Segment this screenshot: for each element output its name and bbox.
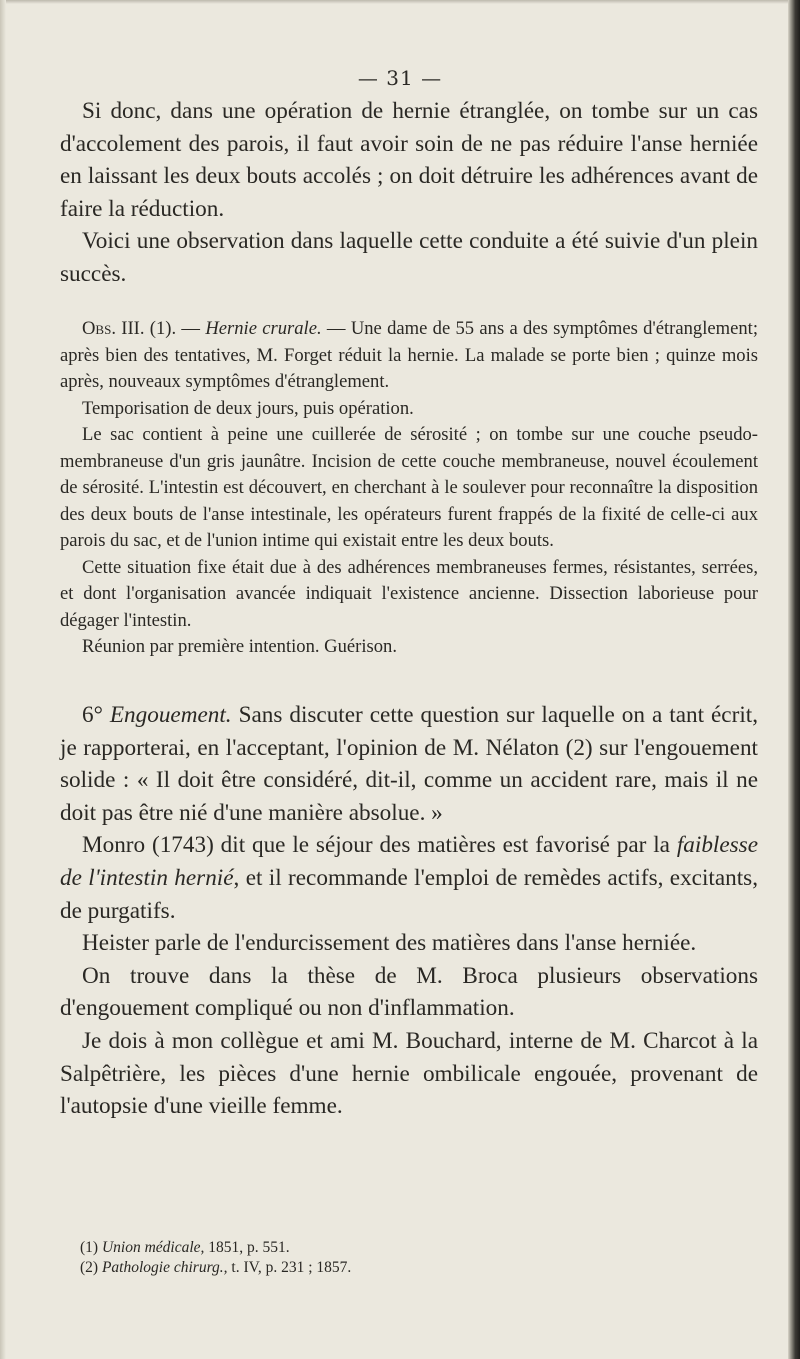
- engouement-paragraph-1: [60, 699, 758, 829]
- footnote-1-title: Union médicale,: [101, 1239, 205, 1256]
- footnote-1-mark: (1): [80, 1239, 99, 1256]
- observation-paragraph-2: Temporisation de deux jours, puis opération.: [82, 397, 414, 419]
- observation-title: Hernie crurale.: [205, 318, 322, 339]
- footnote-2-ref: t. IV, p. 231 ; 1857.: [227, 1259, 352, 1276]
- observation-paragraph-4: Cette situation fixe était due à des adhérences membraneuses fermes, résistantes, serrées, et dont l'organisation avancée indiquait l'existence ancienne. Dissection laborieuse pour dégager l'intestin.: [60, 556, 758, 631]
- page-binding-edge: [788, 0, 800, 1359]
- footnote-1: [60, 1238, 758, 1258]
- intro-section: [60, 95, 758, 291]
- footnote-2-mark: (2): [80, 1259, 99, 1276]
- page-left-shadow: [0, 0, 6, 1359]
- monro-text-b: , et il recommande l'emploi de remèdes actifs, excitants, de purgatifs.: [60, 864, 758, 924]
- monro-italic: faiblesse de l'intestin hernié: [60, 832, 758, 891]
- engouement-section: [60, 699, 758, 1123]
- intro-paragraph-2: Voici une observation dans laquelle cette conduite a été suivie d'un plein succès.: [60, 228, 758, 287]
- page-top-shadow: [0, 0, 800, 4]
- engouement-paragraph-5: Je dois à mon collègue et ami M. Bouchard, interne de M. Charcot à la Salpêtrière, les pièces d'une hernie ombilicale engouée, provenant de l'autopsie d'une vieille femme.: [60, 1027, 758, 1120]
- engouement-text: Sans discuter cette question sur laquelle on a tant écrit, je rapporterai, en l'acceptant, l'opinion de M. Nélaton (2) sur l'engouement solide : « Il doit être considéré, dit-il, comme un accident rare, mais il ne doit pas être nié d'une manière absolue. »: [60, 702, 758, 826]
- observation-paragraph-1: [60, 316, 758, 396]
- monro-text-a: Monro (1743) dit que le séjour des matières est favorisé par la: [82, 832, 677, 859]
- page-number: — 31 —: [357, 66, 443, 90]
- section-number: 6°: [82, 702, 103, 728]
- engouement-paragraph-3: Heister parle de l'endurcissement des matières dans l'anse herniée.: [82, 930, 697, 957]
- footnotes: [60, 1238, 758, 1278]
- engouement-paragraph-4: On trouve dans la thèse de M. Broca plusieurs observations d'engouement compliqué ou non d'inflammation.: [60, 962, 758, 1022]
- section-title: Engouement.: [109, 702, 232, 728]
- observation-section: [60, 316, 758, 661]
- observation-label: Obs. III. (1). —: [82, 318, 201, 339]
- intro-paragraph-1: Si donc, dans une opération de hernie étranglée, on tombe sur un cas d'accolement des parois, il faut avoir soin de ne pas réduire l'anse herniée en laissant les deux bouts accolés ; on doit détruire les adhérences avant de faire la réduction.: [60, 98, 758, 222]
- observation-paragraph-5: Réunion par première intention. Guérison.: [82, 636, 397, 657]
- engouement-paragraph-2: [60, 829, 758, 927]
- footnote-2: [60, 1258, 758, 1278]
- footnote-2-title: Pathologie chirurg.,: [101, 1259, 228, 1276]
- observation-paragraph-3: Le sac contient à peine une cuillerée de sérosité ; on tombe sur une couche pseudo-membraneuse d'un gris jaunâtre. Incision de cette couche membraneuse, nouvel écoulement de sérosité. L'intestin est découvert, en cherchant à le soulever pour reconnaître la disposition des deux bouts de l'anse intestinale, les opérateurs furent frappés de la fixité de celle-ci aux parois du sac, et de l'union intime qui existait entre les deux bouts.: [60, 424, 758, 551]
- observation-text: — Une dame de 55 ans a des symptômes d'étranglement; après bien des tentatives, M. Forget réduit la hernie. La malade se porte bien ; quinze mois après, nouveaux symptômes d'étranglement.: [60, 318, 758, 392]
- footnote-1-ref: 1851, p. 551.: [204, 1239, 290, 1256]
